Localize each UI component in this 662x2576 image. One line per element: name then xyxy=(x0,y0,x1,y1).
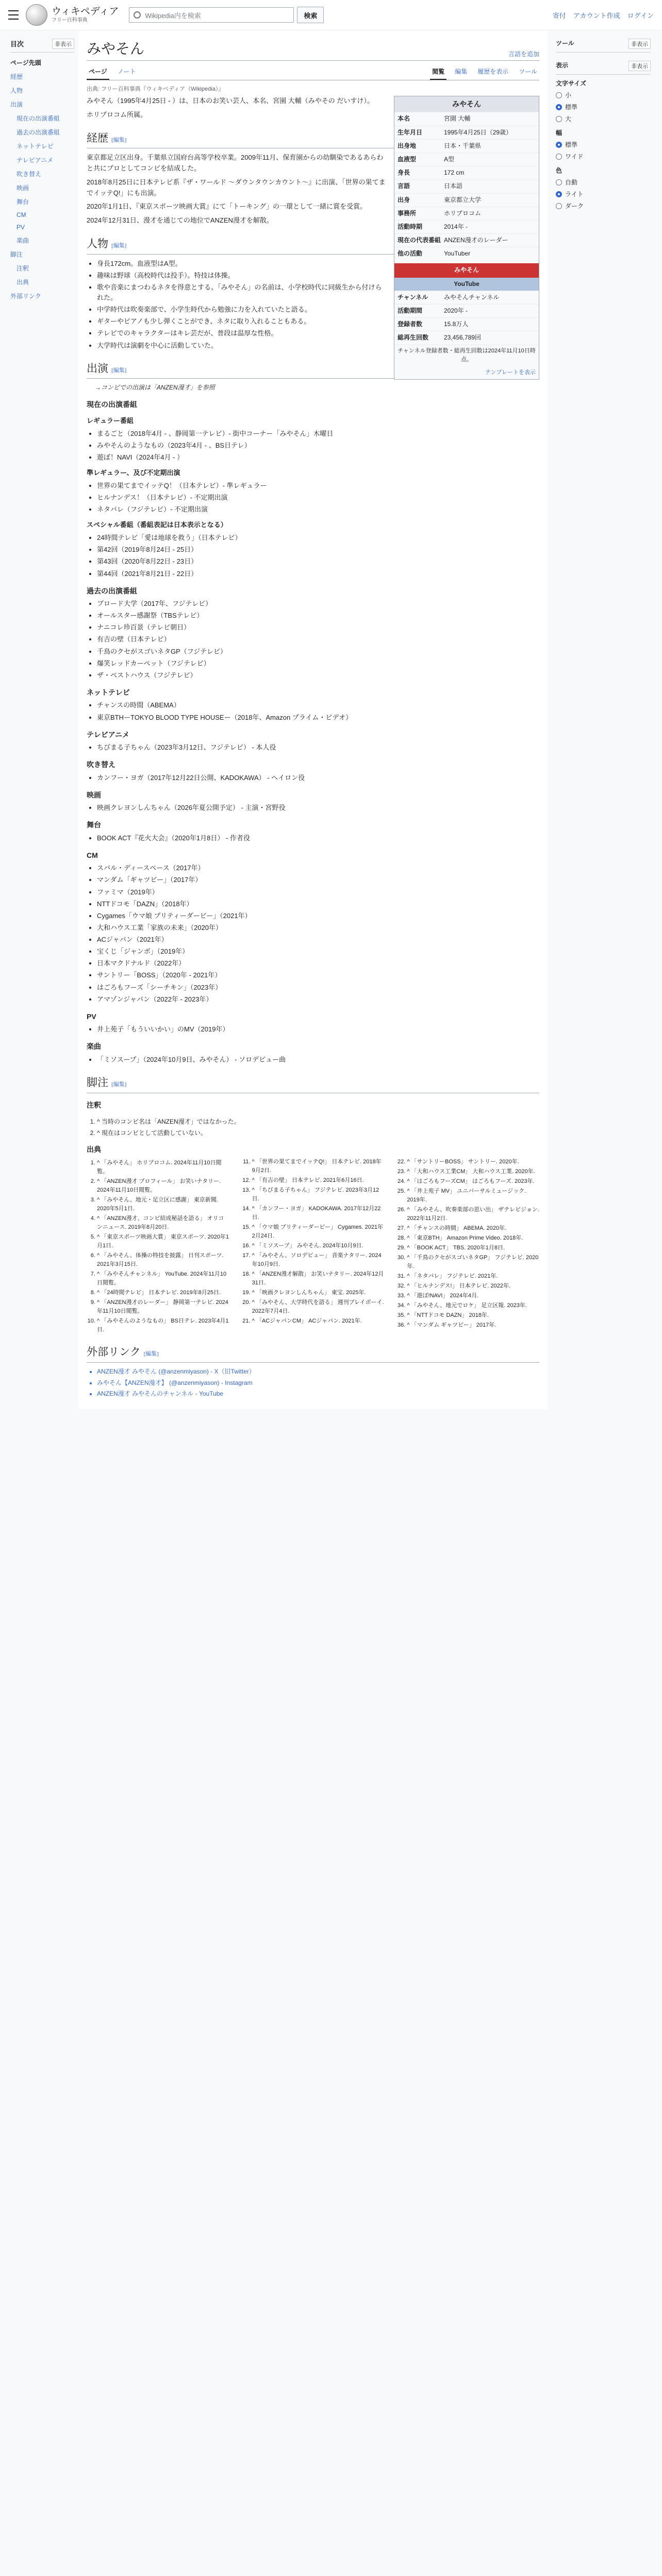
infobox-row xyxy=(394,247,539,260)
toc-hide-button[interactable]: 非表示 xyxy=(52,39,74,49)
external-link[interactable]: • ANZEN漫才 みやそん (@anzenmiyason) - X（旧Twitter） xyxy=(97,1367,539,1377)
tab-tools[interactable]: ツール xyxy=(519,68,537,75)
program-item: • ザ・ベストハウス（フジテレビ） xyxy=(97,670,539,681)
radio-button-icon xyxy=(556,191,562,197)
infobox-row xyxy=(394,112,539,125)
toc-item[interactable]: 出典 xyxy=(16,279,29,286)
reference-item: 18. ^ 「ANZEN漫才解散」 お笑いナタリー. 2024年12月31日. xyxy=(252,1270,385,1287)
heading-pv: PV xyxy=(87,1012,96,1021)
cm-item: • Cygames「ウマ娘 プリティーダービー」（2021年） xyxy=(97,911,539,921)
program-item: • ブロード大学（2017年、フジテレビ） xyxy=(97,599,539,609)
infobox-row xyxy=(394,304,539,317)
program-item: • チャンスの時間（ABEMA） xyxy=(97,700,539,710)
infobox-value: 2014年 - xyxy=(444,223,468,230)
external-links xyxy=(97,1367,539,1399)
toc-item[interactable]: 現在の出演番組 xyxy=(16,115,60,122)
reference-item: 15. ^ 「ウマ娘 プリティーダービー」 Cygames. 2021年2月24日. xyxy=(252,1223,385,1241)
search-input[interactable] xyxy=(129,7,294,23)
reference-item: 2. ^ 「ANZEN漫才 プロフィール」 お笑いナタリー. 2024年11月10日閲覧。 xyxy=(97,1177,229,1195)
cm-item: • アマゾンジャパン（2022年 - 2023年） xyxy=(97,994,539,1005)
career-paragraph: 2018年8月25日に日本テレビ系『ザ・ワールド 〜ダウンタウンカウント〜』に出演、「世界の果てまでイッテQ!」にも出演。 xyxy=(87,178,386,197)
program-item: • 第43回（2020年8月22日 - 23日） xyxy=(97,556,539,567)
infobox-row xyxy=(394,126,539,139)
login-link[interactable]: ログイン xyxy=(627,12,654,20)
reference-item: 33. ^ 「遊ぼ!NAVI」 2024年4月. xyxy=(407,1292,539,1300)
edit-section-link[interactable]: [編集] xyxy=(111,367,127,374)
program-item: • 東京BTHーTOKYO BLOOD TYPE HOUSEー（2018年、Amazon プライム・ビデオ） xyxy=(97,713,539,723)
reference-item: 20. ^ 「みやそん、大学時代を語る」 週刊プレイボーイ. 2022年7月4日. xyxy=(252,1298,385,1316)
radio-button-icon xyxy=(556,116,562,122)
reference-item: 17. ^ 「みやそん、ソロデビュー」 音楽ナタリー. 2024年10月9日. xyxy=(252,1251,385,1269)
cm-item: • はごろもフーズ「シーチキン」（2023年） xyxy=(97,982,539,993)
create-account-link[interactable]: アカウント作成 xyxy=(573,12,620,20)
reference-item: 6. ^ 「みやそん、体操の特技を披露」 日刊スポーツ. 2021年3月15日. xyxy=(97,1251,229,1269)
reference-item: 30. ^ 「千鳥のクセがスゴいネタGP」 フジテレビ. 2020年. xyxy=(407,1253,539,1271)
cm-list xyxy=(97,863,539,1005)
infobox-youtube-foot: チャンネル登録者数・総再生回数は2024年11月10日時点。 xyxy=(394,345,539,366)
infobox-value: 23,456,789回 xyxy=(444,334,482,342)
external-link[interactable]: • みやそん【ANZEN漫才】 (@anzenmiyason) - Instagram xyxy=(97,1378,539,1388)
reference-item: 10. ^ 「みやそんのようなもの」 BS日テレ. 2023年4月1日. xyxy=(97,1317,229,1334)
infobox-value: 1995年4月25日（29歳） xyxy=(444,128,512,136)
person-item: • 中学時代は吹奏楽部で、小学生時代から勉強に力を入れていたと語る。 xyxy=(97,304,539,315)
program-item: • ネタパレ（フジテレビ）- 不定期出演 xyxy=(97,504,539,515)
infobox xyxy=(394,96,539,380)
program-item: • まるごと（2018年4月 - 、静岡第一テレビ）- 街中コーナー「みやそん」木曜日 xyxy=(97,429,539,439)
infobox-label: 事務所 xyxy=(398,209,417,217)
infobox-label: 他の活動 xyxy=(398,250,423,258)
reference-item: 29. ^ 「BOOK ACT」 TBS. 2020年1月8日. xyxy=(407,1244,539,1252)
reference-item: 26. ^ 「みやそん、吹奏楽部の思い出」 ザテレビジョン. 2022年11月2日. xyxy=(407,1206,539,1223)
heading-song: 楽曲 xyxy=(87,1042,101,1051)
cm-item: • スバル・ディースペース（2017年） xyxy=(97,863,539,873)
cm-item: • サントリー「BOSS」（2020年 - 2021年） xyxy=(97,970,539,980)
main-menu-icon[interactable] xyxy=(8,10,19,20)
reference-item: 9. ^ 「ANZEN漫才のレーダー」 静岡第一テレビ. 2024年11月10日閲覧。 xyxy=(97,1298,229,1316)
toc-item[interactable]: 吹き替え xyxy=(16,171,42,178)
toc-item[interactable]: 外部リンク xyxy=(10,293,41,300)
radio-button-icon xyxy=(556,203,562,209)
references xyxy=(87,1158,539,1335)
program-item: • 世界の果てまでイッテQ！（日本テレビ）- 準レギュラー xyxy=(97,481,539,491)
radio-label: ダーク xyxy=(565,202,584,210)
infobox-value: ANZEN漫才のレーダー xyxy=(444,236,508,244)
special-list xyxy=(97,533,539,579)
heading-net: ネットテレビ xyxy=(87,688,130,697)
color-option[interactable] xyxy=(556,190,651,198)
radio-label: 標準 xyxy=(565,141,578,148)
cm-item: • マンダム「ギャツビー」（2017年） xyxy=(97,875,539,885)
toc-item[interactable]: 脚注 xyxy=(10,251,23,258)
reference-item: 36. ^ 「マンダム ギャツビー」 2017年. xyxy=(407,1321,539,1330)
reference-item: 25. ^ 「井上苑子 MV」 ユニバーサルミュージック. 2019年. xyxy=(407,1187,539,1205)
search-placeholder: Wikipedia内を検索 xyxy=(145,11,201,20)
radio-button-icon xyxy=(556,179,562,185)
color-heading: 色 xyxy=(556,167,562,174)
infobox-row xyxy=(394,139,539,152)
toc-sidebar xyxy=(6,30,78,1409)
logo-title: ウィキペディア xyxy=(52,6,119,18)
reference-item: 13. ^ 「ちびまる子ちゃん」 フジテレビ. 2023年3月12日. xyxy=(252,1186,385,1204)
infobox-label: 出身地 xyxy=(398,142,417,149)
reference-item: 21. ^ 「ACジャパンCM」 ACジャパン. 2021年. xyxy=(252,1317,385,1326)
template-link[interactable]: テンプレートを表示 xyxy=(485,369,536,376)
toc-item[interactable]: 出演 xyxy=(10,101,23,108)
infobox-value: A型 xyxy=(444,155,455,163)
program-item: • BOOK ACT『花火大会』（2020年1月8日） - 作者役 xyxy=(97,833,539,843)
radio-button-icon xyxy=(556,154,562,160)
reference-item: 34. ^ 「みやそん、地元でロケ」 足立区報. 2023年. xyxy=(407,1301,539,1310)
infobox-label: チャンネル xyxy=(398,293,428,301)
toc-item[interactable]: テレビアニメ xyxy=(16,157,54,164)
heading-regular: レギュラー番組 xyxy=(87,416,134,425)
reference-item: 1. ^ 「みやそん」 ホリプロコム. 2024年11月10日閲覧。 xyxy=(97,1159,229,1176)
reference-item: 8. ^ 「24時間テレビ」 日本テレビ. 2019年8月25日. xyxy=(97,1289,229,1297)
toc-list xyxy=(10,56,74,303)
heading-film: 映画 xyxy=(87,790,101,799)
reference-item: 35. ^ 「NTTドコモ DAZN」 2018年. xyxy=(407,1311,539,1320)
past-list xyxy=(97,599,539,681)
search-form xyxy=(129,7,324,23)
film-list xyxy=(97,803,539,813)
cm-item: • 大和ハウス工業「家族の未来」（2020年） xyxy=(97,923,539,933)
program-item: • 第42回（2019年8月24日 - 25日） xyxy=(97,545,539,555)
toc-item[interactable]: 舞台 xyxy=(16,198,29,206)
heading-current: 現在の出演番組 xyxy=(87,400,137,409)
toc-title: 目次 xyxy=(10,40,24,48)
text-size-heading: 文字サイズ xyxy=(556,80,587,87)
person-item: • ギターやピアノも少し弾くことができ、ネタに取り入れることもある。 xyxy=(97,316,539,327)
toc-item[interactable]: PV xyxy=(16,224,25,231)
tab-talk[interactable]: ノート xyxy=(117,68,136,75)
reference-item: 11. ^ 「世界の果てまでイッテQ!」 日本テレビ. 2018年9月2日. xyxy=(252,1158,385,1175)
heading-cm: CM xyxy=(87,851,98,859)
right-sidebar xyxy=(548,30,651,1409)
wikipedia-globe-icon xyxy=(26,4,47,26)
infobox-row xyxy=(394,193,539,207)
program-item: • カンフー・ヨガ（2017年12月22日公開、KADOKAWA） - ヘイロン役 xyxy=(97,773,539,783)
infobox-value: 東京都立大学 xyxy=(444,196,482,204)
reference-item: 12. ^ 「有吉の壁」 日本テレビ. 2021年6月16日. xyxy=(252,1176,385,1185)
from-wikipedia: 出典: フリー百科事典『ウィキペディア（Wikipedia）』 xyxy=(87,86,224,92)
section-person: 人物 [編集] xyxy=(87,235,539,255)
current-list xyxy=(97,429,539,463)
cm-item: • 日本マクドナルド（2022年） xyxy=(97,958,539,969)
reference-item: 3. ^ 「みやそん、地元・足立区に感謝」 東京新聞. 2020年5月1日. xyxy=(97,1196,229,1213)
reference-item: 14. ^ 「カンフー・ヨガ」 KADOKAWA. 2017年12月22日. xyxy=(252,1205,385,1222)
edit-section-link[interactable]: [編集] xyxy=(111,1081,127,1088)
note-item: 1. ^ 当時のコンビ名は「ANZEN漫才」ではなかった。 xyxy=(97,1117,539,1127)
color-option[interactable] xyxy=(556,178,651,187)
person-item: • 身長172cm。血液型はA型。 xyxy=(97,259,539,269)
reference-item: 28. ^ 「東京BTH」 Amazon Prime Video. 2018年. xyxy=(407,1234,539,1243)
infobox-value: 2020年 - xyxy=(444,307,468,315)
main-content xyxy=(78,30,548,1409)
infobox-value: 日本語 xyxy=(444,182,463,190)
infobox-label: 出身 xyxy=(398,196,410,204)
radio-label: 自動 xyxy=(565,179,578,186)
program-item: • ちびまる子ちゃん（2023年3月12日、フジテレビ） - 本人役 xyxy=(97,742,539,753)
toc-item[interactable]: 過去の出演番組 xyxy=(16,129,60,136)
career-paragraph: 東京都足立区出身。千葉県立国府台高等学校卒業。2009年11月、保育園からの幼馴染であるあらわと共にプロとしてコンビを結成した。 xyxy=(87,154,384,172)
infobox-label: 活動時期 xyxy=(398,223,423,230)
notes-list xyxy=(97,1117,539,1138)
program-item: • 遊ぼ！NAVI（2024年4月 - ） xyxy=(97,452,539,463)
career-paragraph: 2024年12月31日、漫才を通じての地位でANZEN漫才を解散。 xyxy=(87,216,273,225)
career-paragraph: 2020年1月1日、『東京スポーツ映画大賞』にて「トーキング」の一環として一緒に賞を受賞。 xyxy=(87,202,367,211)
infobox-value: 宮園 大輔 xyxy=(444,115,471,123)
program-item: • オールスター感謝祭（TBSテレビ） xyxy=(97,611,539,621)
infobox-label: 生年月日 xyxy=(398,128,423,136)
toc-item[interactable]: 経歴 xyxy=(10,73,23,80)
infobox-label: 言語 xyxy=(398,182,410,190)
tools-title: ツール xyxy=(556,40,574,47)
reference-item: 32. ^ 「ヒルナンデス!」 日本テレビ. 2022年. xyxy=(407,1282,539,1291)
note-item: 2. ^ 現在はコンビとして活動していない。 xyxy=(97,1128,539,1138)
radio-button-icon xyxy=(556,142,562,148)
song-item: • 「ミソスープ」（2024年10月9日、みやそん） - ソロデビュー曲 xyxy=(97,1055,539,1065)
radio-label: ワイド xyxy=(565,153,584,160)
infobox-label: 活動期間 xyxy=(398,307,423,315)
infobox-row xyxy=(394,220,539,233)
heading-sources: 出典 xyxy=(87,1145,101,1154)
section-appearances: 出演 [編集] xyxy=(87,360,539,379)
song-list xyxy=(97,1055,539,1065)
toc-item[interactable]: 楽曲 xyxy=(16,237,29,244)
infobox-value: みやそんチャンネル xyxy=(444,293,500,301)
infobox-value: 172 cm xyxy=(444,169,465,177)
infobox-row xyxy=(394,233,539,247)
width-heading: 幅 xyxy=(556,129,562,137)
text-size-option[interactable] xyxy=(556,91,651,99)
user-links xyxy=(553,10,654,20)
radio-button-icon xyxy=(556,92,562,98)
tab-edit[interactable]: 編集 xyxy=(455,68,468,75)
reference-item: 7. ^ 「みやそんチャンネル」 YouTube. 2024年11月10日閲覧。 xyxy=(97,1270,229,1287)
page-tabs xyxy=(87,63,539,80)
tab-read[interactable]: 閲覧 xyxy=(430,63,446,80)
reference-item: 27. ^ 「チャンスの時間」 ABEMA. 2020年. xyxy=(407,1224,539,1233)
infobox-title: みやそん xyxy=(394,96,539,112)
heading-semi: 準レギュラー、及び不定期出演 xyxy=(87,469,180,477)
page-title: みやそん xyxy=(87,41,145,57)
infobox-row xyxy=(394,317,539,331)
radio-label: 小 xyxy=(565,92,572,99)
infobox-label: 本名 xyxy=(398,115,410,123)
toc-item[interactable]: 映画 xyxy=(16,184,29,192)
infobox-row xyxy=(394,179,539,193)
reference-item: 5. ^ 「東京スポーツ映画大賞」 東京スポーツ. 2020年1月1日. xyxy=(97,1233,229,1250)
edit-section-link[interactable]: [編集] xyxy=(111,242,127,249)
infobox-label: 身長 xyxy=(398,169,410,177)
add-languages-link[interactable]: 言語を追加 xyxy=(508,50,539,58)
reference-item: 16. ^ 「ミソスープ」 みやそん. 2024年10月9日. xyxy=(252,1242,385,1250)
reference-item: 23. ^ 「大和ハウス工業CM」 大和ハウス工業. 2020年. xyxy=(407,1167,539,1176)
person-item: • 大学時代は演劇を中心に活動していた。 xyxy=(97,341,539,351)
heading-notes: 注釈 xyxy=(87,1100,101,1109)
infobox-youtube-sub: YouTube xyxy=(394,278,539,291)
program-item: • 有吉の壁（日本テレビ） xyxy=(97,634,539,645)
stage-list xyxy=(97,833,539,843)
reference-item: 4. ^ 「ANZEN漫才、コンビ結成秘話を語る」 オリコンニュース. 2019年8月20日. xyxy=(97,1214,229,1232)
text-size-option[interactable] xyxy=(556,114,651,123)
cm-item: • NTTドコモ「DAZN」（2018年） xyxy=(97,899,539,909)
infobox-row xyxy=(394,207,539,220)
appearance-title: 表示 xyxy=(556,62,569,69)
logo-subtitle: フリー百科事典 xyxy=(52,17,88,23)
infobox-youtube-title: みやそん xyxy=(394,263,539,277)
tools-hide-button[interactable]: 非表示 xyxy=(628,39,651,49)
heading-special: スペシャル番組（番組表記は日本表示となる） xyxy=(87,521,227,529)
width-option[interactable] xyxy=(556,140,651,149)
section-footnotes: 脚注 [編集] xyxy=(87,1074,539,1093)
heading-stage: 舞台 xyxy=(87,821,101,829)
infobox-row xyxy=(394,166,539,179)
hatnote: →コンビでの出演は「ANZEN漫才」を参照 xyxy=(95,384,215,392)
program-item: • ナニコレ珍百景（テレビ朝日） xyxy=(97,622,539,633)
section-career: 経歴 [編集] xyxy=(87,130,539,149)
semi-list xyxy=(97,481,539,515)
tab-page[interactable]: ページ xyxy=(87,63,109,80)
toc-item[interactable]: ページ先頭 xyxy=(10,59,41,66)
person-item: • 歌や音楽にまつわるネタを得意とする。「みやそん」の名前は、小学校時代に同級生から付けられた。 xyxy=(97,282,539,303)
search-icon xyxy=(134,11,141,19)
infobox-label: 総再生回数 xyxy=(398,334,429,342)
person-item: • テレビでのキャラクターはキレ芸だが、普段は温厚な性格。 xyxy=(97,328,539,338)
net-list xyxy=(97,700,539,722)
infobox-label: 現在の代表番組 xyxy=(398,236,441,244)
reference-item: 31. ^ 「ネタパレ」 フジテレビ. 2021年. xyxy=(407,1272,539,1281)
reference-item: 19. ^ 「映画クレヨンしんちゃん」 東宝. 2025年. xyxy=(252,1289,385,1297)
person-item: • 趣味は野球（高校時代は投手）。特技は体操。 xyxy=(97,270,539,281)
tab-history[interactable]: 履歴を表示 xyxy=(477,68,509,75)
dub-list xyxy=(97,773,539,783)
radio-label: 標準 xyxy=(565,104,578,111)
edit-section-link[interactable]: [編集] xyxy=(143,1351,159,1358)
infobox-value: ホリプロコム xyxy=(444,209,482,217)
infobox-value: 15.8万人 xyxy=(444,320,469,328)
color-option[interactable] xyxy=(556,201,651,210)
program-item: • ヒルナンデス！（日本テレビ）- 不定期出演 xyxy=(97,493,539,503)
lead-paragraph-2: ホリプロコム所属。 xyxy=(87,110,147,118)
heading-anime: テレビアニメ xyxy=(87,730,130,739)
toc-item[interactable]: ネットテレビ xyxy=(16,143,54,150)
program-item: • 爆笑レッドカーペット（フジテレビ） xyxy=(97,658,539,669)
radio-label: ライト xyxy=(565,191,584,198)
heading-dub: 吹き替え xyxy=(87,760,115,769)
reference-item: 24. ^ 「はごろもフーズCM」 はごろもフーズ. 2023年. xyxy=(407,1177,539,1186)
edit-section-link[interactable]: [編集] xyxy=(111,137,127,143)
toc-item[interactable]: 注釈 xyxy=(16,265,29,272)
lead-paragraph: みやそん（1995年4月25日 - ）は、日本のお笑い芸人、本名、宮園 大輔（みやその だいすけ）。 xyxy=(87,97,374,105)
heading-past: 過去の出演番組 xyxy=(87,586,137,595)
anime-list xyxy=(97,742,539,753)
radio-button-icon xyxy=(556,104,562,110)
cm-item: • 宝くじ「ジャンボ」（2019年） xyxy=(97,946,539,957)
site-logo[interactable] xyxy=(26,4,119,26)
infobox-row xyxy=(394,152,539,166)
external-link[interactable]: • ANZEN漫才 みやそんのチャンネル - YouTube xyxy=(97,1389,539,1399)
program-item: • 第44回（2021年8月21日 - 22日） xyxy=(97,569,539,579)
radio-label: 大 xyxy=(565,115,572,123)
search-button[interactable]: 検索 xyxy=(297,7,324,23)
program-item: • 24時間テレビ「愛は地球を救う」（日本テレビ） xyxy=(97,533,539,543)
donate-link[interactable]: 寄付 xyxy=(552,12,566,20)
infobox-value: YouTuber xyxy=(444,250,471,258)
infobox-row xyxy=(394,331,539,344)
infobox-value: 日本・千葉県 xyxy=(444,142,482,149)
toc-item[interactable]: CM xyxy=(16,211,26,218)
infobox-row xyxy=(394,291,539,304)
pv-item: • 井上苑子「もういいかい」のMV（2019年） xyxy=(97,1024,539,1035)
toc-item[interactable]: 人物 xyxy=(10,87,23,94)
pv-list xyxy=(97,1024,539,1035)
cm-item: • ファミマ（2019年） xyxy=(97,887,539,897)
width-option[interactable] xyxy=(556,152,651,161)
program-item: • みやそんのようなもの（2023年4月 - 、BS日テレ） xyxy=(97,440,539,451)
infobox-label: 血液型 xyxy=(398,155,417,163)
section-external: 外部リンク [編集] xyxy=(87,1344,539,1363)
text-size-option[interactable] xyxy=(556,103,651,111)
program-item: • 映画クレヨンしんちゃん（2026年夏公開予定） - 主演・宮野役 xyxy=(97,803,539,813)
appearance-hide-button[interactable]: 非表示 xyxy=(628,61,651,71)
infobox-label: 登録者数 xyxy=(398,320,423,328)
cm-item: • ACジャパン（2021年） xyxy=(97,935,539,945)
reference-item: 22. ^ 「サントリーBOSS」 サントリー. 2020年. xyxy=(407,1158,539,1166)
site-header xyxy=(0,0,662,30)
program-item: • 千鳥のクセがスゴいネタGP（フジテレビ） xyxy=(97,647,539,657)
